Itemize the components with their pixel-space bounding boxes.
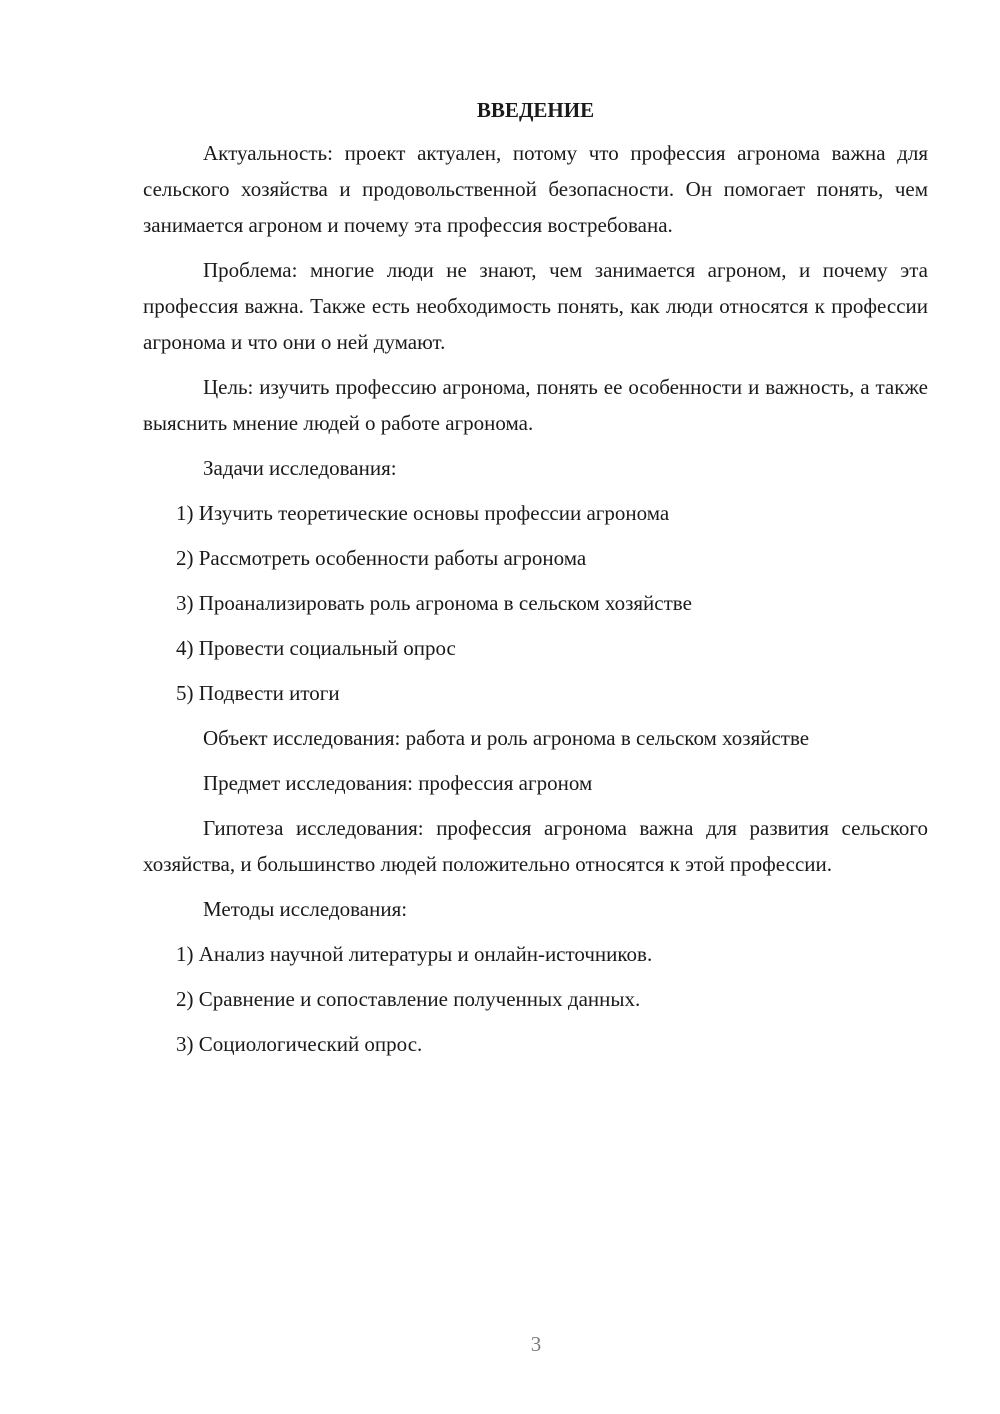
page-number: 3 (530, 1332, 542, 1356)
research-subject: Предмет исследования: профессия агроном (203, 771, 593, 795)
goal-paragraph: Цель: изучить профессию агронома, понять ее особенности и важность, а также выяснить мнение людей о работе агронома. (143, 375, 928, 435)
task-item: 3) Проанализировать роль агронома в сельском хозяйстве (176, 591, 692, 615)
task-item: 2) Рассмотреть особенности работы агронома (176, 546, 587, 570)
task-item: 5) Подвести итоги (176, 681, 340, 705)
method-item: 1) Анализ научной литературы и онлайн-источников. (176, 942, 653, 966)
problem-paragraph: Проблема: многие люди не знают, чем занимается агроном, и почему эта профессия важна. Также есть необходимость понять, как люди относятся к профессии агронома и что они о ней думают. (143, 258, 928, 354)
relevance-paragraph: Актуальность: проект актуален, потому что профессия агронома важна для сельского хозяйства и продовольственной безопасности. Он помогает понять, чем занимается агроном и почему эта профессия востребована. (143, 141, 928, 237)
hypothesis-paragraph: Гипотеза исследования: профессия агронома важна для развития сельского хозяйства, и большинство людей положительно относятся к этой профессии. (143, 816, 928, 876)
methods-heading: Методы исследования: (203, 897, 408, 921)
task-item: 1) Изучить теоретические основы профессии агронома (176, 501, 670, 525)
page-content (143, 92, 928, 1071)
research-object: Объект исследования: работа и роль агронома в сельском хозяйстве (203, 726, 810, 750)
method-item: 3) Социологический опрос. (176, 1032, 423, 1056)
section-title: ВВЕДЕНИЕ (476, 98, 595, 122)
method-item: 2) Сравнение и сопоставление полученных данных. (176, 987, 641, 1011)
tasks-heading: Задачи исследования: (203, 456, 397, 480)
task-item: 4) Провести социальный опрос (176, 636, 456, 660)
